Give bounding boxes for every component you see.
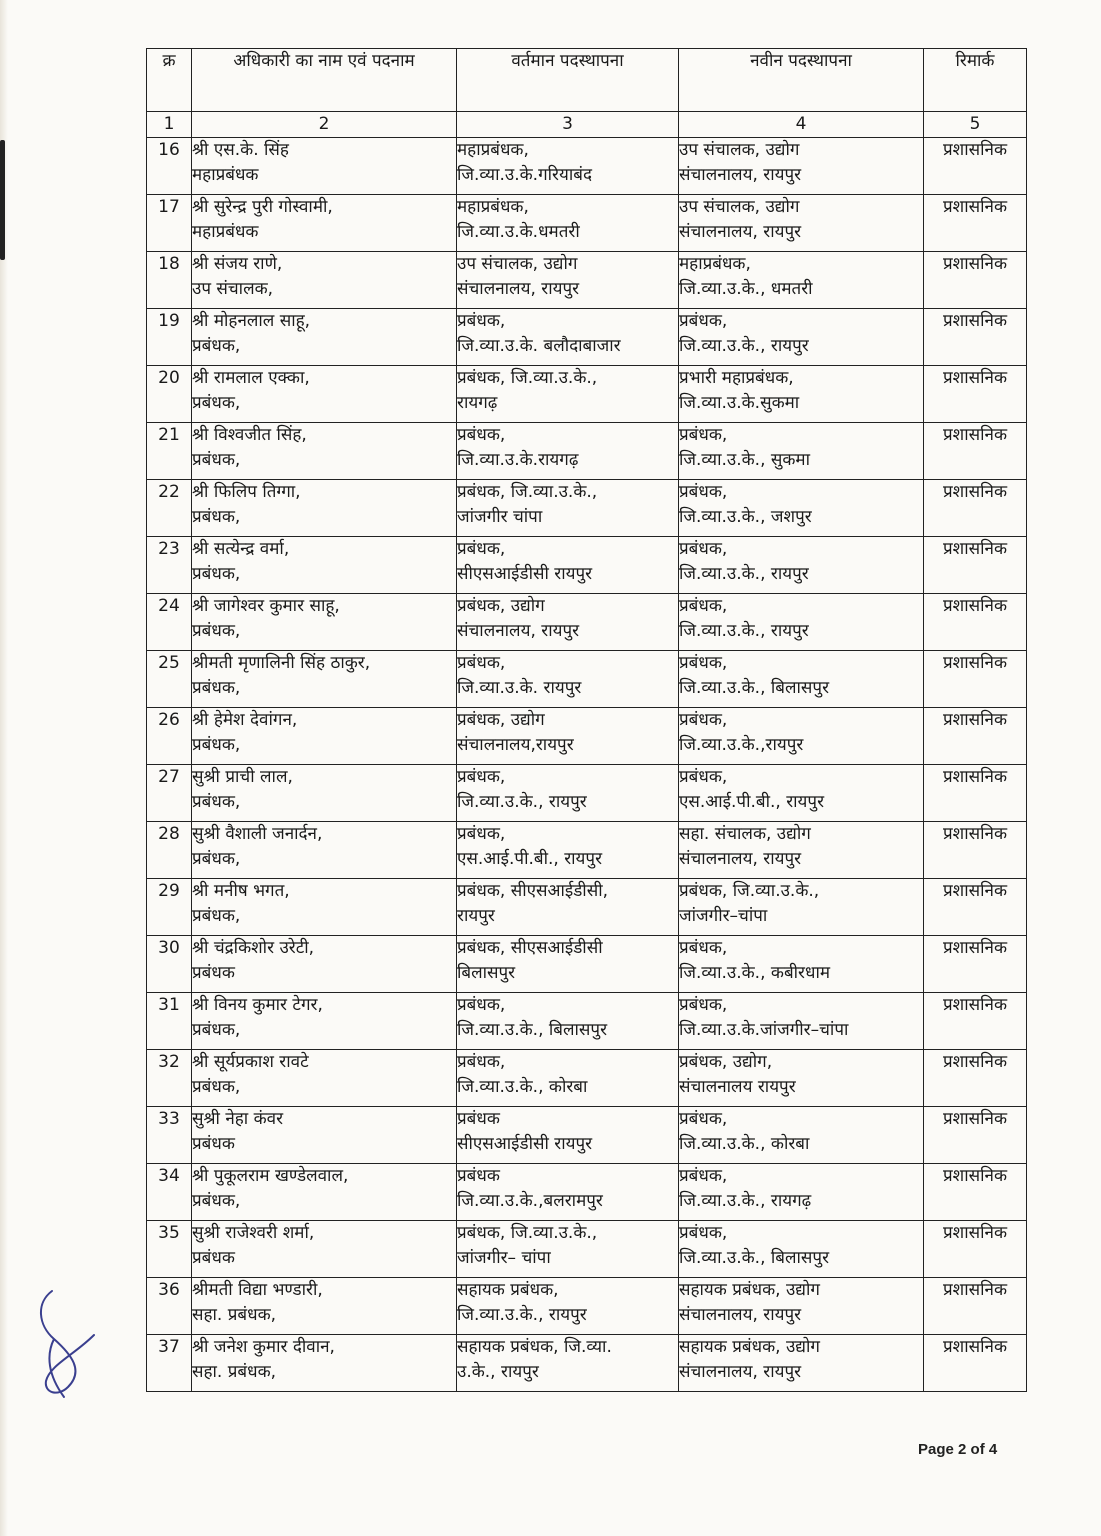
officer-cell xyxy=(192,1335,457,1392)
current-posting-line: रायपुर xyxy=(457,906,495,926)
officer-name: श्री सुरेन्द्र पुरी गोस्वामी, xyxy=(192,197,333,217)
serial-number: 37 xyxy=(147,1335,192,1392)
officer-name: सुश्री प्राची लाल, xyxy=(192,767,293,787)
new-posting-cell xyxy=(679,1278,924,1335)
table-row xyxy=(147,708,1027,765)
table-row xyxy=(147,423,1027,480)
current-posting-line: महाप्रबंधक, xyxy=(457,140,529,160)
officer-cell xyxy=(192,423,457,480)
new-posting-line: जि.व्या.उ.के., बिलासपुर xyxy=(679,678,830,698)
officer-name: सुश्री राजेश्वरी शर्मा, xyxy=(192,1223,315,1243)
new-posting-line: संचालनालय, रायपुर xyxy=(679,165,802,185)
new-posting-line: जि.व्या.उ.के., रायगढ़ xyxy=(679,1191,812,1211)
officer-designation: उप संचालक, xyxy=(192,279,274,299)
current-posting-line: जि.व्या.उ.के. रायपुर xyxy=(457,678,582,698)
new-posting-line: प्रबंधक, xyxy=(679,1166,728,1186)
remark-cell: प्रशासनिक xyxy=(924,1164,1027,1221)
current-posting-line: प्रबंधक, जि.व्या.उ.के., xyxy=(457,368,598,388)
current-posting-cell xyxy=(457,936,679,993)
new-posting-line: प्रबंधक, xyxy=(679,995,728,1015)
remark-cell: प्रशासनिक xyxy=(924,651,1027,708)
column-number: 5 xyxy=(924,112,1027,138)
new-posting-cell xyxy=(679,708,924,765)
officer-cell xyxy=(192,651,457,708)
serial-number: 31 xyxy=(147,993,192,1050)
table-row xyxy=(147,1107,1027,1164)
new-posting-line: सहायक प्रबंधक, उद्योग xyxy=(679,1280,820,1300)
current-posting-line: संचालनालय,रायपुर xyxy=(457,735,574,755)
serial-number: 22 xyxy=(147,480,192,537)
table-row xyxy=(147,651,1027,708)
signature xyxy=(24,1285,104,1405)
officer-cell xyxy=(192,309,457,366)
officer-cell xyxy=(192,1278,457,1335)
current-posting-cell xyxy=(457,252,679,309)
table-row xyxy=(147,765,1027,822)
current-posting-line: जि.व्या.उ.के., रायपुर xyxy=(457,1305,587,1325)
current-posting-cell xyxy=(457,195,679,252)
remark-cell: प्रशासनिक xyxy=(924,765,1027,822)
officer-designation: प्रबंधक xyxy=(192,1134,235,1154)
serial-number: 28 xyxy=(147,822,192,879)
serial-number: 32 xyxy=(147,1050,192,1107)
new-posting-line: संचालनालय, रायपुर xyxy=(679,849,802,869)
officer-cell xyxy=(192,366,457,423)
officer-cell xyxy=(192,822,457,879)
binding-mark xyxy=(0,140,5,260)
new-posting-cell xyxy=(679,879,924,936)
table-row xyxy=(147,1335,1027,1392)
new-posting-cell xyxy=(679,1164,924,1221)
current-posting-line: प्रबंधक, xyxy=(457,539,506,559)
officer-name: श्री सूर्यप्रकाश रावटे xyxy=(192,1052,309,1072)
current-posting-line: प्रबंधक, xyxy=(457,995,506,1015)
current-posting-line: रायगढ़ xyxy=(457,393,498,413)
table-row xyxy=(147,1164,1027,1221)
current-posting-line: सीएसआईडीसी रायपुर xyxy=(457,564,593,584)
current-posting-line: प्रबंधक, xyxy=(457,653,506,673)
new-posting-cell xyxy=(679,138,924,195)
new-posting-line: प्रबंधक, xyxy=(679,653,728,673)
remark-cell: प्रशासनिक xyxy=(924,480,1027,537)
new-posting-line: प्रबंधक, xyxy=(679,1109,728,1129)
current-posting-cell xyxy=(457,708,679,765)
new-posting-cell xyxy=(679,537,924,594)
current-posting-cell xyxy=(457,138,679,195)
new-posting-cell xyxy=(679,993,924,1050)
current-posting-line: प्रबंधक, सीएसआईडीसी xyxy=(457,938,603,958)
current-posting-line: प्रबंधक, xyxy=(457,425,506,445)
table-row xyxy=(147,1050,1027,1107)
remark-cell: प्रशासनिक xyxy=(924,252,1027,309)
header-row xyxy=(147,49,1027,112)
new-posting-line: संचालनालय, रायपुर xyxy=(679,1362,802,1382)
officer-designation: प्रबंधक, xyxy=(192,735,241,755)
current-posting-line: जि.व्या.उ.के.,बलरामपुर xyxy=(457,1191,603,1211)
new-posting-line: प्रबंधक, xyxy=(679,482,728,502)
serial-number: 20 xyxy=(147,366,192,423)
column-number: 1 xyxy=(147,112,192,138)
officer-name: श्री रामलाल एक्का, xyxy=(192,368,310,388)
serial-number: 33 xyxy=(147,1107,192,1164)
table-row xyxy=(147,879,1027,936)
current-posting-line: जि.व्या.उ.के.रायगढ़ xyxy=(457,450,579,470)
remark-cell: प्रशासनिक xyxy=(924,993,1027,1050)
current-posting-line: प्रबंधक xyxy=(457,1109,500,1129)
current-posting-line: संचालनालय, रायपुर xyxy=(457,279,580,299)
current-posting-cell xyxy=(457,309,679,366)
officer-cell xyxy=(192,708,457,765)
officer-cell xyxy=(192,993,457,1050)
officer-cell xyxy=(192,765,457,822)
current-posting-line: प्रबंधक, xyxy=(457,311,506,331)
new-posting-cell xyxy=(679,309,924,366)
new-posting-cell xyxy=(679,252,924,309)
remark-cell: प्रशासनिक xyxy=(924,309,1027,366)
header-remark: रिमार्क xyxy=(924,49,1027,112)
new-posting-line: जि.व्या.उ.के., रायपुर xyxy=(679,564,809,584)
current-posting-cell xyxy=(457,993,679,1050)
new-posting-cell xyxy=(679,1335,924,1392)
new-posting-line: प्रबंधक, xyxy=(679,710,728,730)
table-row xyxy=(147,480,1027,537)
officer-name: श्री विनय कुमार टेगर, xyxy=(192,995,323,1015)
remark-cell: प्रशासनिक xyxy=(924,366,1027,423)
officer-name: श्री विश्वजीत सिंह, xyxy=(192,425,307,445)
officer-designation: प्रबंधक xyxy=(192,1248,235,1268)
officer-designation: प्रबंधक, xyxy=(192,792,241,812)
current-posting-cell xyxy=(457,423,679,480)
column-number-row xyxy=(147,112,1027,138)
current-posting-line: सीएसआईडीसी रायपुर xyxy=(457,1134,593,1154)
new-posting-cell xyxy=(679,651,924,708)
serial-number: 36 xyxy=(147,1278,192,1335)
remark-cell: प्रशासनिक xyxy=(924,1221,1027,1278)
officer-name: श्री चंद्रकिशोर उरेटी, xyxy=(192,938,315,958)
new-posting-line: जि.व्या.उ.के., धमतरी xyxy=(679,279,813,299)
new-posting-line: जि.व्या.उ.के., जशपुर xyxy=(679,507,812,527)
table-body xyxy=(147,138,1027,1392)
officer-designation: प्रबंधक, xyxy=(192,906,241,926)
current-posting-line: जि.व्या.उ.के., कोरबा xyxy=(457,1077,588,1097)
column-number: 4 xyxy=(679,112,924,138)
serial-number: 27 xyxy=(147,765,192,822)
officer-name: सुश्री वैशाली जनार्दन, xyxy=(192,824,323,844)
officer-cell xyxy=(192,138,457,195)
current-posting-line: जि.व्या.उ.के. बलौदाबाजार xyxy=(457,336,621,356)
officer-name: श्रीमती मृणालिनी सिंह ठाकुर, xyxy=(192,653,371,673)
officer-name: श्री जागेश्वर कुमार साहू, xyxy=(192,596,340,616)
current-posting-line: जांजगीर चांपा xyxy=(457,507,543,527)
current-posting-line: प्रबंधक, उद्योग xyxy=(457,710,545,730)
officer-designation: महाप्रबंधक xyxy=(192,222,259,242)
table-row xyxy=(147,1278,1027,1335)
officer-designation: प्रबंधक, xyxy=(192,336,241,356)
officer-designation: प्रबंधक, xyxy=(192,1020,241,1040)
current-posting-cell xyxy=(457,1164,679,1221)
current-posting-cell xyxy=(457,1278,679,1335)
current-posting-line: उप संचालक, उद्योग xyxy=(457,254,578,274)
serial-number: 26 xyxy=(147,708,192,765)
officer-designation: प्रबंधक, xyxy=(192,1077,241,1097)
serial-number: 34 xyxy=(147,1164,192,1221)
serial-number: 25 xyxy=(147,651,192,708)
current-posting-cell xyxy=(457,594,679,651)
officer-cell xyxy=(192,195,457,252)
officer-designation: प्रबंधक, xyxy=(192,393,241,413)
new-posting-line: जि.व्या.उ.के.जांजगीर–चांपा xyxy=(679,1020,849,1040)
serial-number: 23 xyxy=(147,537,192,594)
officer-name: श्री संजय राणे, xyxy=(192,254,283,274)
remark-cell: प्रशासनिक xyxy=(924,594,1027,651)
current-posting-line: प्रबंधक xyxy=(457,1166,500,1186)
current-posting-cell xyxy=(457,1107,679,1164)
new-posting-line: प्रबंधक, xyxy=(679,311,728,331)
officer-cell xyxy=(192,537,457,594)
current-posting-line: प्रबंधक, सीएसआईडीसी, xyxy=(457,881,609,901)
new-posting-line: महाप्रबंधक, xyxy=(679,254,751,274)
officer-designation: प्रबंधक, xyxy=(192,621,241,641)
serial-number: 17 xyxy=(147,195,192,252)
current-posting-cell xyxy=(457,366,679,423)
officer-name: श्री मोहनलाल साहू, xyxy=(192,311,311,331)
remark-cell: प्रशासनिक xyxy=(924,537,1027,594)
new-posting-line: प्रबंधक, xyxy=(679,1223,728,1243)
current-posting-line: सहायक प्रबंधक, जि.व्या. xyxy=(457,1337,612,1357)
new-posting-line: जि.व्या.उ.के., रायपुर xyxy=(679,336,809,356)
remark-cell: प्रशासनिक xyxy=(924,1278,1027,1335)
table-row xyxy=(147,594,1027,651)
officer-designation: प्रबंधक, xyxy=(192,1191,241,1211)
current-posting-cell xyxy=(457,822,679,879)
current-posting-cell xyxy=(457,765,679,822)
serial-number: 18 xyxy=(147,252,192,309)
serial-number: 29 xyxy=(147,879,192,936)
current-posting-cell xyxy=(457,537,679,594)
officer-cell xyxy=(192,594,457,651)
current-posting-line: उ.के., रायपुर xyxy=(457,1362,539,1382)
table-row xyxy=(147,1221,1027,1278)
transfer-table xyxy=(146,48,1027,1392)
new-posting-line: प्रबंधक, जि.व्या.उ.के., xyxy=(679,881,820,901)
new-posting-cell xyxy=(679,1221,924,1278)
officer-designation: महाप्रबंधक xyxy=(192,165,259,185)
current-posting-line: प्रबंधक, xyxy=(457,767,506,787)
officer-designation: सहा. प्रबंधक, xyxy=(192,1305,277,1325)
table-row xyxy=(147,309,1027,366)
new-posting-line: संचालनालय, रायपुर xyxy=(679,222,802,242)
current-posting-line: जि.व्या.उ.के., बिलासपुर xyxy=(457,1020,608,1040)
header-serial: क्र xyxy=(147,49,192,112)
page-number: Page 2 of 4 xyxy=(918,1441,998,1458)
new-posting-line: सहा. संचालक, उद्योग xyxy=(679,824,811,844)
serial-number: 19 xyxy=(147,309,192,366)
new-posting-line: प्रबंधक, xyxy=(679,425,728,445)
current-posting-line: प्रबंधक, xyxy=(457,824,506,844)
serial-number: 21 xyxy=(147,423,192,480)
remark-cell: प्रशासनिक xyxy=(924,708,1027,765)
current-posting-cell xyxy=(457,1335,679,1392)
officer-designation: प्रबंधक, xyxy=(192,849,241,869)
new-posting-cell xyxy=(679,195,924,252)
current-posting-line: संचालनालय, रायपुर xyxy=(457,621,580,641)
current-posting-cell xyxy=(457,651,679,708)
new-posting-line: उप संचालक, उद्योग xyxy=(679,140,800,160)
new-posting-line: प्रबंधक, xyxy=(679,767,728,787)
table-row xyxy=(147,138,1027,195)
current-posting-line: जांजगीर– चांपा xyxy=(457,1248,551,1268)
current-posting-line: प्रबंधक, जि.व्या.उ.के., xyxy=(457,1223,598,1243)
new-posting-line: प्रभारी महाप्रबंधक, xyxy=(679,368,794,388)
officer-designation: प्रबंधक, xyxy=(192,564,241,584)
new-posting-cell xyxy=(679,822,924,879)
current-posting-line: जि.व्या.उ.के.धमतरी xyxy=(457,222,580,242)
remark-cell: प्रशासनिक xyxy=(924,879,1027,936)
new-posting-cell xyxy=(679,480,924,537)
officer-cell xyxy=(192,480,457,537)
header-officer-name: अधिकारी का नाम एवं पदनाम xyxy=(192,49,457,112)
officer-name: श्री एस.के. सिंह xyxy=(192,140,289,160)
officer-cell xyxy=(192,1164,457,1221)
officer-cell xyxy=(192,252,457,309)
remark-cell: प्रशासनिक xyxy=(924,1335,1027,1392)
new-posting-cell xyxy=(679,423,924,480)
remark-cell: प्रशासनिक xyxy=(924,936,1027,993)
new-posting-line: जि.व्या.उ.के., सुकमा xyxy=(679,450,811,470)
remark-cell: प्रशासनिक xyxy=(924,138,1027,195)
table-row xyxy=(147,537,1027,594)
serial-number: 16 xyxy=(147,138,192,195)
new-posting-line: जि.व्या.उ.के., कबीरधाम xyxy=(679,963,831,983)
remark-cell: प्रशासनिक xyxy=(924,195,1027,252)
column-number: 3 xyxy=(457,112,679,138)
serial-number: 30 xyxy=(147,936,192,993)
new-posting-line: जि.व्या.उ.के.,रायपुर xyxy=(679,735,804,755)
header-current-posting: वर्तमान पदस्थापना xyxy=(457,49,679,112)
new-posting-cell xyxy=(679,1050,924,1107)
table-row xyxy=(147,822,1027,879)
officer-designation: सहा. प्रबंधक, xyxy=(192,1362,277,1382)
current-posting-line: बिलासपुर xyxy=(457,963,516,983)
current-posting-line: एस.आई.पी.बी., रायपुर xyxy=(457,849,603,869)
remark-cell: प्रशासनिक xyxy=(924,822,1027,879)
table-row xyxy=(147,936,1027,993)
serial-number: 35 xyxy=(147,1221,192,1278)
serial-number: 24 xyxy=(147,594,192,651)
officer-name: श्री हेमेश देवांगन, xyxy=(192,710,298,730)
new-posting-cell xyxy=(679,594,924,651)
current-posting-cell xyxy=(457,480,679,537)
table-row xyxy=(147,195,1027,252)
new-posting-line: संचालनालय रायपुर xyxy=(679,1077,796,1097)
officer-designation: प्रबंधक, xyxy=(192,507,241,527)
officer-name: श्री सत्येन्द्र वर्मा, xyxy=(192,539,290,559)
new-posting-line: जि.व्या.उ.के., कोरबा xyxy=(679,1134,810,1154)
new-posting-line: जि.व्या.उ.के., बिलासपुर xyxy=(679,1248,830,1268)
new-posting-line: जि.व्या.उ.के.सुकमा xyxy=(679,393,800,413)
header-new-posting: नवीन पदस्थापना xyxy=(679,49,924,112)
officer-name: सुश्री नेहा कंवर xyxy=(192,1109,284,1129)
officer-name: श्री जनेश कुमार दीवान, xyxy=(192,1337,335,1357)
new-posting-line: प्रबंधक, उद्योग, xyxy=(679,1052,773,1072)
new-posting-line: संचालनालय, रायपुर xyxy=(679,1305,802,1325)
current-posting-line: जि.व्या.उ.के.गरियाबंद xyxy=(457,165,593,185)
remark-cell: प्रशासनिक xyxy=(924,1050,1027,1107)
new-posting-cell xyxy=(679,366,924,423)
officer-name: श्री पुकूलराम खण्डेलवाल, xyxy=(192,1166,349,1186)
column-number: 2 xyxy=(192,112,457,138)
new-posting-line: जि.व्या.उ.के., रायपुर xyxy=(679,621,809,641)
new-posting-line: प्रबंधक, xyxy=(679,938,728,958)
current-posting-cell xyxy=(457,879,679,936)
new-posting-line: एस.आई.पी.बी., रायपुर xyxy=(679,792,825,812)
new-posting-line: प्रबंधक, xyxy=(679,596,728,616)
current-posting-line: सहायक प्रबंधक, xyxy=(457,1280,559,1300)
officer-cell xyxy=(192,936,457,993)
officer-name: श्रीमती विद्या भण्डारी, xyxy=(192,1280,323,1300)
remark-cell: प्रशासनिक xyxy=(924,1107,1027,1164)
new-posting-cell xyxy=(679,1107,924,1164)
officer-name: श्री फिलिप तिग्गा, xyxy=(192,482,301,502)
new-posting-line: जांजगीर–चांपा xyxy=(679,906,768,926)
officer-cell xyxy=(192,879,457,936)
officer-designation: प्रबंधक, xyxy=(192,450,241,470)
table-row xyxy=(147,252,1027,309)
table-row xyxy=(147,993,1027,1050)
current-posting-cell xyxy=(457,1221,679,1278)
remark-cell: प्रशासनिक xyxy=(924,423,1027,480)
new-posting-cell xyxy=(679,765,924,822)
current-posting-line: प्रबंधक, जि.व्या.उ.के., xyxy=(457,482,598,502)
officer-cell xyxy=(192,1107,457,1164)
new-posting-line: सहायक प्रबंधक, उद्योग xyxy=(679,1337,820,1357)
new-posting-line: प्रबंधक, xyxy=(679,539,728,559)
officer-designation: प्रबंधक, xyxy=(192,678,241,698)
current-posting-line: प्रबंधक, xyxy=(457,1052,506,1072)
current-posting-line: जि.व्या.उ.के., रायपुर xyxy=(457,792,587,812)
table-row xyxy=(147,366,1027,423)
current-posting-cell xyxy=(457,1050,679,1107)
new-posting-cell xyxy=(679,936,924,993)
current-posting-line: प्रबंधक, उद्योग xyxy=(457,596,545,616)
current-posting-line: महाप्रबंधक, xyxy=(457,197,529,217)
new-posting-line: उप संचालक, उद्योग xyxy=(679,197,800,217)
officer-name: श्री मनीष भगत, xyxy=(192,881,290,901)
officer-cell xyxy=(192,1221,457,1278)
officer-designation: प्रबंधक xyxy=(192,963,235,983)
officer-cell xyxy=(192,1050,457,1107)
